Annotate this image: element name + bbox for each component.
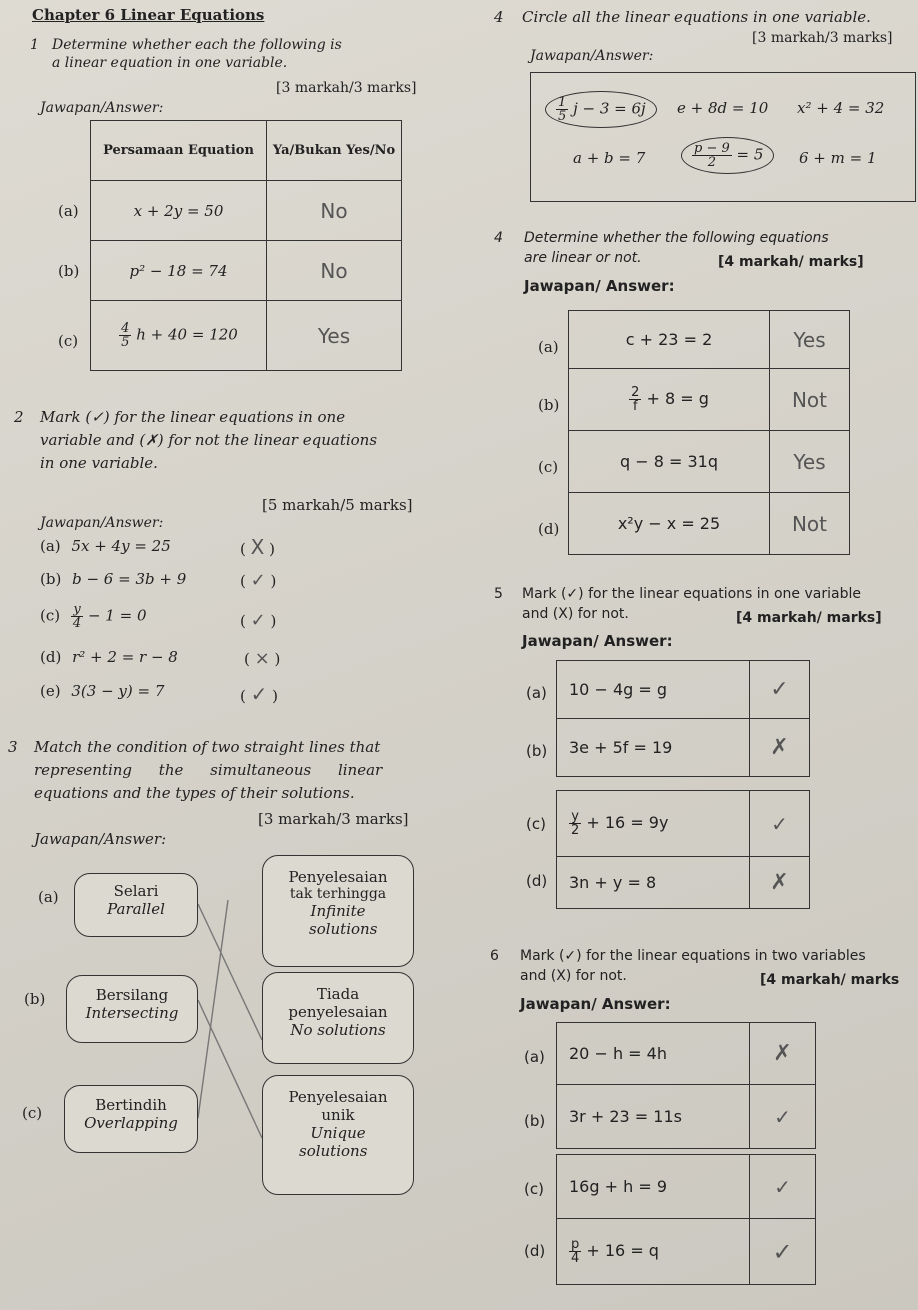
q1-row-a-label: (a) (58, 202, 79, 220)
chapter-title: Chapter 6 Linear Equations (32, 6, 265, 24)
q5-row-d-label: (d) (526, 872, 548, 890)
q6-row-a-label: (a) (524, 1048, 545, 1066)
q4b-row-b-label: (b) (538, 396, 560, 414)
q5-row-c-mark: ✓ (750, 791, 810, 857)
q3-right-c-english2: solutions (299, 1142, 368, 1160)
q3-left-c-box (64, 1085, 198, 1153)
q2-item-d-label: (d) (40, 648, 62, 666)
q2-item-c-mark-value: ✓ (250, 610, 266, 631)
q2-item-c-frac-den: 4 (72, 616, 82, 631)
q4a-eq4: a + b = 7 (573, 149, 646, 167)
q2-text-line2: variable and (✗) for not the linear equations (40, 431, 378, 449)
q2-item-c-label: (c) (40, 606, 61, 625)
q4b-text-line2: are linear or not. (524, 250, 642, 266)
q2-item-b-equation: b − 6 = 3b + 9 (72, 570, 187, 588)
q5-text-line1: Mark (✓) for the linear equations in one variable (522, 586, 861, 602)
q3-left-a-english: Parallel (107, 900, 165, 918)
q1-row-b-equation: p² − 18 = 74 (91, 241, 267, 301)
q3-right-a-malay1: Penyelesaian (288, 868, 388, 886)
q1-text-line1: Determine whether each the following is (52, 37, 342, 53)
q2-marks: [5 markah/5 marks] (262, 496, 413, 514)
q1-row-a-answer: No (267, 181, 402, 241)
q4a-eq1-frac-den: 5 (558, 109, 567, 124)
q3-text-line3: equations and the types of their solutions. (34, 784, 355, 802)
q1-marks: [3 markah/3 marks] (276, 80, 417, 96)
q1-row-b-answer: No (267, 241, 402, 301)
q6-table-top (556, 1022, 816, 1149)
q1-header-yes-no: Ya/Bukan Yes/No (267, 121, 402, 181)
q3-left-b-box (66, 975, 198, 1043)
q3-right-c-box (262, 1075, 414, 1195)
q4b-row-d-equation: x²y − x = 25 (569, 493, 770, 555)
q2-item-a-mark: ( X ) (240, 535, 275, 559)
q6-row-c-mark: ✓ (750, 1155, 816, 1219)
q2-item-e-mark: ( ✓ ) (240, 682, 279, 706)
q1-row-c-eq-rest: h + 40 = 120 (136, 325, 238, 344)
q6-row-d-equation (557, 1219, 750, 1285)
q1-row-c-answer: Yes (267, 301, 402, 371)
q4b-row-a-equation: c + 23 = 2 (569, 311, 770, 369)
q3-text-line2: representing the simultaneous linear (34, 761, 383, 779)
q5-row-d-equation: 3n + y = 8 (557, 857, 750, 909)
q5-row-d-mark: ✗ (750, 857, 810, 909)
q6-number: 6 (490, 948, 499, 964)
q6-row-d-frac-num: p (569, 1238, 581, 1252)
q4a-eq3: x² + 4 = 32 (797, 99, 885, 117)
q1-header-equation: Persamaan Equation (91, 121, 267, 181)
q3-left-c-label: (c) (22, 1104, 43, 1122)
q4b-number: 4 (494, 230, 503, 246)
q3-number: 3 (8, 738, 18, 756)
q4a-eq1-frac-num: 1 (558, 95, 567, 110)
q5-row-b-mark: ✗ (750, 719, 810, 777)
q5-table-top (556, 660, 810, 777)
q4b-row-c-answer: Yes (770, 431, 850, 493)
q6-row-c-label: (c) (524, 1180, 544, 1198)
q6-marks: [4 markah/ marks (760, 972, 900, 988)
q6-row-a-mark: ✗ (750, 1023, 816, 1085)
q4a-eq5-frac-den: 2 (707, 155, 717, 170)
q1-text-line2: a linear equation in one variable. (52, 55, 288, 71)
q6-row-d-frac-den: 4 (571, 1251, 580, 1266)
q1-answer-label: Jawapan/Answer: (40, 100, 164, 116)
q3-right-a-malay2: tak terhingga (289, 886, 387, 902)
q5-row-b-label: (b) (526, 742, 548, 760)
q1-row-c-frac-den: 5 (121, 335, 130, 350)
q6-row-b-equation: 3r + 23 = 11s (557, 1085, 750, 1149)
q5-text-line2: and (X) for not. (522, 606, 629, 622)
q3-right-b-box (262, 972, 414, 1064)
q4b-row-b-frac-num: 2 (631, 385, 640, 400)
q1-row-a-equation: x + 2y = 50 (91, 181, 267, 241)
q5-answer-label: Jawapan/ Answer: (522, 632, 673, 650)
q1-table (90, 120, 402, 371)
q6-text-line2: and (X) for not. (520, 968, 627, 984)
q5-number: 5 (494, 586, 503, 602)
q2-item-c-mark: ( ✓ ) (240, 610, 277, 631)
q3-right-b-malay2: penyelesaian (288, 1003, 388, 1021)
q4b-marks: [4 markah/ marks] (718, 254, 864, 270)
q4b-row-a-label: (a) (538, 338, 559, 356)
q4b-row-b-eq-rest: + 8 = g (646, 389, 709, 408)
q2-item-c-frac-num: y (71, 603, 83, 617)
q1-number: 1 (30, 37, 39, 53)
q3-answer-label: Jawapan/Answer: (34, 830, 167, 848)
q5-row-a-label: (a) (526, 684, 547, 702)
q5-row-a-mark: ✓ (750, 661, 810, 719)
q2-answer-label: Jawapan/Answer: (40, 515, 164, 531)
q6-row-b-mark: ✓ (750, 1085, 816, 1149)
q3-right-a-english2: solutions (309, 920, 378, 938)
q3-right-a-box (262, 855, 414, 967)
q4a-number: 4 (494, 8, 504, 26)
q5-row-c-equation (557, 791, 750, 857)
q2-item-e-label: (e) (40, 682, 61, 700)
q5-row-c-frac-den: 2 (571, 823, 580, 838)
q6-row-d-mark: ✓ (750, 1219, 816, 1285)
q3-right-c-malay2: unik (321, 1106, 355, 1124)
q2-item-e (40, 682, 164, 700)
q4b-row-a-answer: Yes (770, 311, 850, 369)
q1-row-b-label: (b) (58, 262, 80, 280)
q3-right-a-english1: Infinite (310, 902, 366, 920)
q2-text-line3: in one variable. (40, 454, 158, 472)
q3-right-b-malay1: Tiada (316, 985, 360, 1003)
q6-table-bottom (556, 1154, 816, 1285)
q2-item-b-mark: ( ✓ ) (240, 570, 277, 591)
q2-item-e-mark-value: ✓ (250, 682, 268, 706)
q5-row-b-equation: 3e + 5f = 19 (557, 719, 750, 777)
q4b-row-c-equation: q − 8 = 31q (569, 431, 770, 493)
q3-left-a-label: (a) (38, 888, 59, 906)
q4a-eq5-circled (681, 137, 774, 174)
q3-right-c-english1: Unique (310, 1124, 366, 1142)
q2-item-b-label: (b) (40, 570, 62, 588)
q2-item-a (40, 537, 171, 555)
q2-item-b (40, 570, 186, 588)
q2-item-c (40, 603, 146, 630)
q6-row-d-label: (d) (524, 1242, 546, 1260)
q4b-table (568, 310, 850, 555)
q2-item-d-mark: ( × ) (244, 648, 281, 669)
q4a-eq2: e + 8d = 10 (677, 99, 769, 117)
q6-answer-label: Jawapan/ Answer: (520, 995, 671, 1013)
q3-text-line1: Match the condition of two straight lines that (34, 738, 381, 756)
q2-text-line1: Mark (✓) for the linear equations in one (40, 408, 346, 426)
q4a-eq1-circled (545, 91, 657, 128)
q2-item-a-mark-value: X (250, 535, 265, 559)
q6-row-c-equation: 16g + h = 9 (557, 1155, 750, 1219)
q6-row-a-equation: 20 − h = 4h (557, 1023, 750, 1085)
q2-item-d-mark-value: × (254, 648, 270, 669)
q3-left-b-malay: Bersilang (95, 986, 169, 1004)
q1-row-c-label: (c) (58, 332, 79, 350)
q4a-eq1: j − 3 = 6j (573, 99, 646, 118)
q4b-row-b-answer: Not (770, 369, 850, 431)
q4a-eq6: 6 + m = 1 (799, 149, 877, 167)
q4b-row-d-answer: Not (770, 493, 850, 555)
q5-row-c-frac-num: y (569, 810, 581, 824)
q4b-text-line1: Determine whether the following equations (524, 230, 829, 246)
q3-left-b-label: (b) (24, 990, 46, 1008)
q5-row-a-equation: 10 − 4g = g (557, 661, 750, 719)
q5-row-c-eq-rest: + 16 = 9y (586, 813, 669, 832)
q3-left-a-box (74, 873, 198, 937)
q4a-eq5-frac-num: p − 9 (694, 141, 730, 156)
q4b-row-b-equation (569, 369, 770, 431)
q2-item-c-eq-rest: − 1 = 0 (87, 606, 147, 625)
q5-table-bottom (556, 790, 810, 909)
q4b-row-c-label: (c) (538, 458, 559, 476)
q6-row-b-label: (b) (524, 1112, 546, 1130)
q6-text-line1: Mark (✓) for the linear equations in two variables (520, 948, 866, 964)
q5-row-c-label: (c) (526, 815, 546, 833)
q4a-eq5-rest: = 5 (736, 145, 764, 164)
q4a-text: Circle all the linear equations in one variable. (522, 8, 871, 26)
q3-left-c-malay: Bertindih (95, 1096, 167, 1114)
q2-item-d (40, 648, 178, 666)
q2-number: 2 (14, 408, 24, 426)
q3-marks: [3 markah/3 marks] (258, 810, 409, 828)
q2-item-a-equation: 5x + 4y = 25 (71, 537, 171, 555)
q1-row-c-frac-num: 4 (121, 321, 130, 336)
q3-left-a-malay: Selari (113, 882, 159, 900)
q4a-answer-label: Jawapan/Answer: (530, 48, 654, 64)
q2-item-e-equation: 3(3 − y) = 7 (71, 682, 165, 700)
q1-row-c-equation (91, 301, 267, 371)
q6-row-d-eq-rest: + 16 = q (586, 1241, 659, 1260)
q4a-marks: [3 markah/3 marks] (752, 30, 893, 46)
q3-right-b-english1: No solutions (290, 1021, 386, 1039)
q3-left-c-english: Overlapping (84, 1114, 178, 1132)
q3-right-c-malay1: Penyelesaian (288, 1088, 388, 1106)
q2-item-a-label: (a) (40, 537, 61, 555)
q4b-row-d-label: (d) (538, 520, 560, 538)
q2-item-b-mark-value: ✓ (250, 570, 266, 591)
q4b-row-b-frac-den: f (632, 399, 638, 414)
q3-left-b-english: Intersecting (85, 1004, 179, 1022)
q4a-equation-box (530, 72, 916, 202)
q4b-answer-label: Jawapan/ Answer: (524, 277, 675, 295)
q2-item-d-equation: r² + 2 = r − 8 (72, 648, 178, 666)
q5-marks: [4 markah/ marks] (736, 610, 882, 626)
